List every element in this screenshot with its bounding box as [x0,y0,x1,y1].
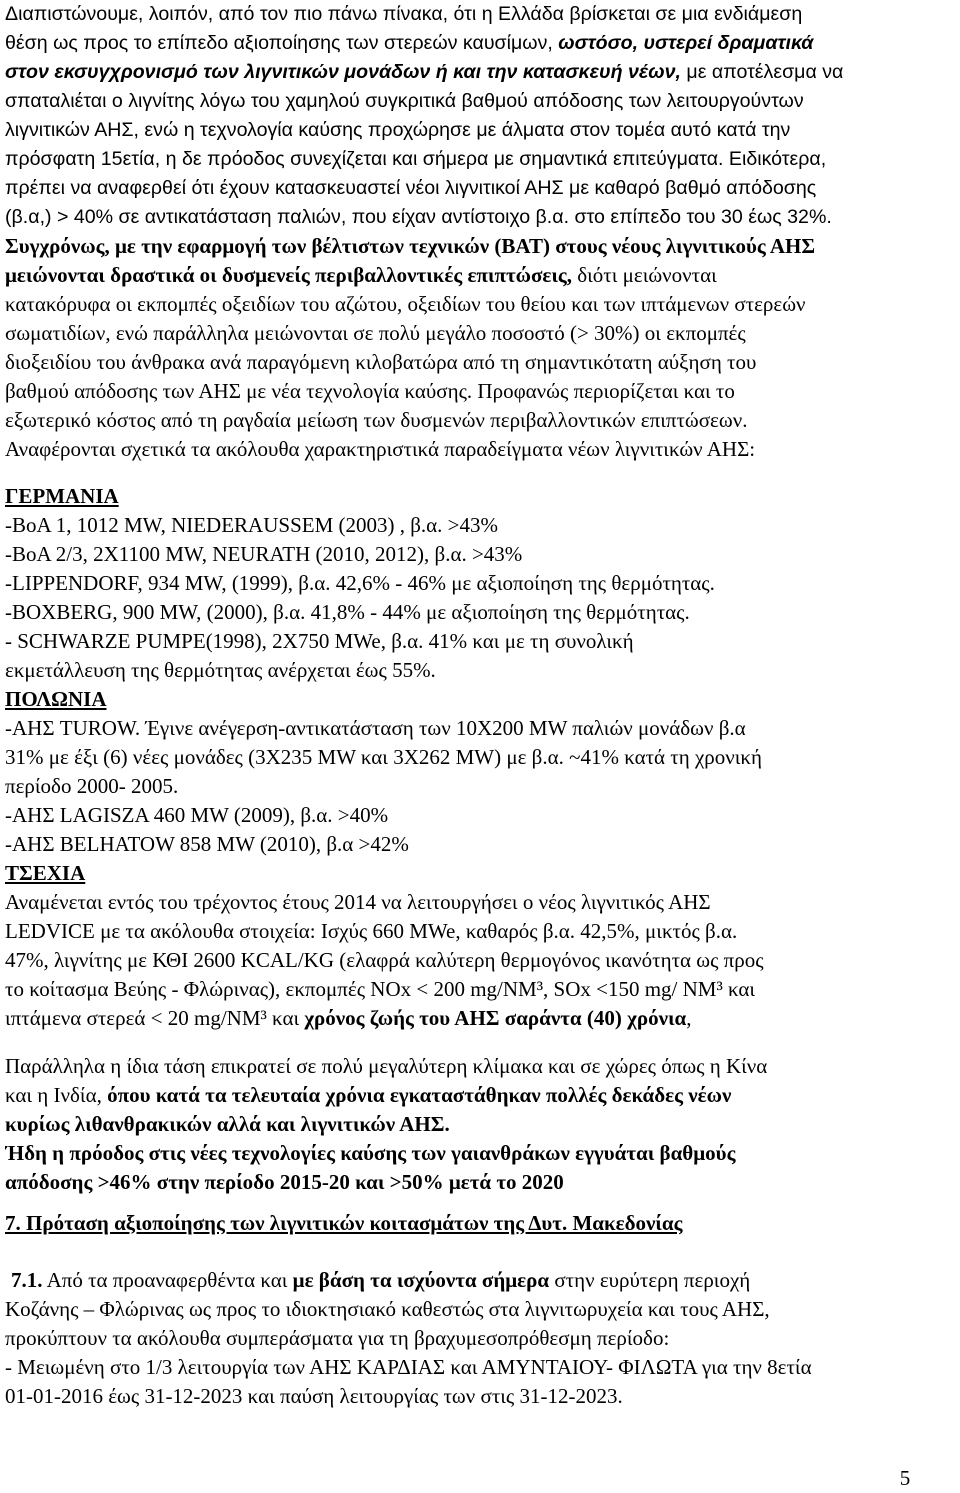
heading-text: ΤΣΕΧΙΑ [5,861,86,885]
list-item [5,656,956,685]
text: περίοδο 2000- 2005. [5,774,179,798]
heading-text: ΓΕΡΜΑΝΙΑ [5,484,119,508]
text: διοξειδίου του άνθρακα ανά παραγόμενη κιλοβατώρα από τη σημαντικότατη αύξηση του [5,350,757,374]
paragraph-2-line [5,261,956,290]
text: σπαταλιέται ο λιγνίτης λόγω του χαμηλού συγκριτικά βαθμού απόδοσης των λειτουργούντων [5,90,804,112]
text: Διαπιστώνουμε, λοιπόν, από τον πιο πάνω πίνακα, ότι η Ελλάδα βρίσκεται σε μια ενδιάμεση [5,3,803,25]
paragraph-1-line [5,203,956,232]
section-7-1-line [5,1382,956,1411]
paragraph-2-line [5,290,956,319]
bold-text: απόδοσης >46% στην περίοδο 2015-20 και >50% μετά το 2020 [5,1170,564,1194]
text: στην ευρύτερη περιοχή [549,1268,751,1292]
text: 47%, λιγνίτης με ΚΘΙ 2600 KCAL/KG (ελαφρά καλύτερη θερμογόνος ικανότητα ως προς [5,948,764,972]
list-item [5,569,956,598]
text: -LIPPENDORF, 934 MW, (1999), β.α. 42,6% - 46% με αξιοποίηση της θερμότητας. [5,571,715,595]
list-item [5,540,956,569]
text: Κοζάνης – Φλώρινας ως προς το ιδιοκτησιακό καθεστώς στα λιγνιτωρυχεία και τους ΑΗΣ, [5,1297,770,1321]
list-item [5,772,956,801]
paragraph-1-line [5,58,956,87]
bold-text: με βάση τα ισχύοντα σήμερα [292,1268,550,1292]
text: ιπτάμενα στερεά < 20 mg/NM³ και [5,1006,305,1030]
heading-text: ΠΟΛΩΝΙΑ [5,687,107,711]
paragraph-2-line [5,435,956,464]
emphasis-text: στον εκσυγχρονισμό των λιγνιτικών μονάδων ή και την κατασκευή νέων, [5,61,681,83]
text: 01-01-2016 έως 31-12-2023 και παύση λειτουργίας των στις 31-12-2023. [5,1384,623,1408]
list-item [5,511,956,540]
emphasis-text: ωστόσο, υστερεί δραματικά [558,32,814,54]
bold-text: Συγχρόνως, με την εφαρμογή των βέλτιστων τεχνικών (BAT) στους νέους λιγνιτικούς ΑΗΣ [5,234,816,258]
paragraph-1-line [5,174,956,203]
paragraph-2-line [5,319,956,348]
paragraph-1-line [5,87,956,116]
text: Αναφέρονται σχετικά τα ακόλουθα χαρακτηριστικά παραδείγματα νέων λιγνιτικών ΑΗΣ: [5,437,756,461]
text: με αποτέλεσμα να [680,61,844,83]
text: - Μειωμένη στο 1/3 λειτουργία των ΑΗΣ ΚΑΡΔΙΑΣ και ΑΜΥΝΤΑΙΟΥ- ΦΙΛΩΤΑ για την 8ετία [5,1355,812,1379]
text: -ΑΗΣ BELHATOW 858 MW (2010), β.α >42% [5,832,409,856]
text: -BoA 1, 1012 MW, NIEDERAUSSEM (2003) , β.α. >43% [5,513,499,537]
section-7-1-line [5,1295,956,1324]
list-item [5,801,956,830]
bold-text: χρόνος ζωής του ΑΗΣ σαράντα (40) χρόνια [304,1006,687,1030]
text: -ΑΗΣ TUROW. Έγινε ανέγερση-αντικατάσταση των 10Χ200 MW παλιών μονάδων β.α [5,716,746,740]
text: 31% με έξι (6) νέες μονάδες (3Χ235 MW και 3Χ262 MW) με β.α. ~41% κατά τη χρονική [5,745,762,769]
text: κατακόρυφα οι εκπομπές οξειδίων του αζώτου, οξειδίων του θείου και των ιπτάμενων στερεών [5,292,806,316]
poland-heading [5,685,956,714]
text: Αναμένεται εντός του τρέχοντος έτους 2014 να λειτουργήσει ο νέος λιγνιτικός ΑΗΣ [5,890,711,914]
paragraph-3-line [5,1168,956,1197]
text: - SCHWARZE PUMPE(1998), 2X750 MWe, β.α. 41% και με τη συνολική [5,629,634,653]
text: Παράλληλα η ίδια τάση επικρατεί σε πολύ μεγαλύτερη κλίμακα και σε χώρες όπως η Κίνα [5,1054,768,1078]
bold-text: Ήδη η πρόοδος στις νέες τεχνολογίες καύσης των γαιανθράκων εγγυάται βαθμούς [5,1141,736,1165]
text: λιγνιτικών ΑΗΣ, ενώ η τεχνολογία καύσης προχώρησε με άλματα στον τομέα αυτό κατά την [5,119,791,141]
text: εκμετάλλευση της θερμότητας ανέρχεται έως 55%. [5,658,436,682]
text: (β.α,) > 40% σε αντικατάσταση παλιών, που είχαν αντίστοιχο β.α. στο επίπεδο του 30 έως 32%. [5,206,832,228]
paragraph-line [5,946,956,975]
section-7-1-line [5,1353,956,1382]
list-item [5,830,956,859]
paragraph-2-line [5,406,956,435]
paragraph-line [5,888,956,917]
list-item [5,598,956,627]
text: πρέπει να αναφερθεί ότι έχουν κατασκευαστεί νέοι λιγνιτικοί ΑΗΣ με καθαρό βαθμό απόδοσης [5,177,817,199]
text: βαθμού απόδοσης των ΑΗΣ με νέα τεχνολογία καύσης. Προφανώς περιορίζεται και το [5,379,735,403]
paragraph-3-line [5,1052,956,1081]
paragraph-2-line [5,232,956,261]
section-7-1-line [5,1324,956,1353]
paragraph-3-line [5,1110,956,1139]
heading-text: 7. Πρόταση αξιοποίησης των λιγνιτικών κοιτασμάτων της Δυτ. Μακεδονίας [5,1211,683,1235]
paragraph-1-line [5,0,956,29]
page-number: 5 [899,1466,911,1490]
text: , [686,1006,692,1030]
text: προκύπτουν τα ακόλουθα συμπεράσματα για τη βραχυμεσοπρόθεσμη περίοδο: [5,1326,670,1350]
section-number: 7.1. [11,1268,43,1292]
paragraph-2-line [5,377,956,406]
text: διότι μειώνονται [572,263,717,287]
paragraph-3-line [5,1081,956,1110]
text: LEDVICE με τα ακόλουθα στοιχεία: Ισχύς 660 MWe, καθαρός β.α. 42,5%, μικτός β.α. [5,919,738,943]
germany-heading [5,482,956,511]
text: Από τα προαναφερθέντα και [42,1268,293,1292]
text: -ΑΗΣ LAGISZA 460 MW (2009), β.α. >40% [5,803,389,827]
section-7-heading [5,1209,956,1238]
czech-heading [5,859,956,888]
list-item [5,743,956,772]
text: -BOXBERG, 900 MW, (2000), β.α. 41,8% - 44% με αξιοποίηση της θερμότητας. [5,600,690,624]
text: θέση ως προς το επίπεδο αξιοποίησης των στερεών καυσίμων, [5,32,559,54]
paragraph-1-line [5,29,956,58]
text: και η Ινδία, [5,1083,108,1107]
paragraph-2-line [5,348,956,377]
paragraph-line [5,975,956,1004]
text: σωματιδίων, ενώ παράλληλα μειώνονται σε πολύ μεγάλο ποσοστό (> 30%) οι εκπομπές [5,321,746,345]
paragraph-1-line [5,116,956,145]
paragraph-line [5,917,956,946]
text: το κοίτασμα Βεύης - Φλώρινας), εκπομπές NOx < 200 mg/NM³, SOx <150 mg/ NM³ και [5,977,756,1001]
list-item [5,627,956,656]
paragraph-line [5,1004,956,1033]
bold-text: όπου κατά τα τελευταία χρόνια εγκαταστάθηκαν πολλές δεκάδες νέων [107,1083,732,1107]
section-7-1-line [11,1266,956,1295]
bold-text: κυρίως λιθανθρακικών αλλά και λιγνιτικών ΑΗΣ. [5,1112,450,1136]
text: -BoA 2/3, 2X1100 MW, NEURATH (2010, 2012), β.α. >43% [5,542,523,566]
text: εξωτερικό κόστος από τη ραγδαία μείωση των δυσμενών περιβαλλοντικών επιπτώσεων. [5,408,748,432]
paragraph-3-line [5,1139,956,1168]
text: πρόσφατη 15ετία, η δε πρόοδος συνεχίζεται και σήμερα με σημαντικά επιτεύγματα. Ειδικότερα, [5,148,827,170]
paragraph-1-line [5,145,956,174]
bold-text: μειώνονται δραστικά οι δυσμενείς περιβαλλοντικές επιπτώσεις, [5,263,572,287]
list-item [5,714,956,743]
